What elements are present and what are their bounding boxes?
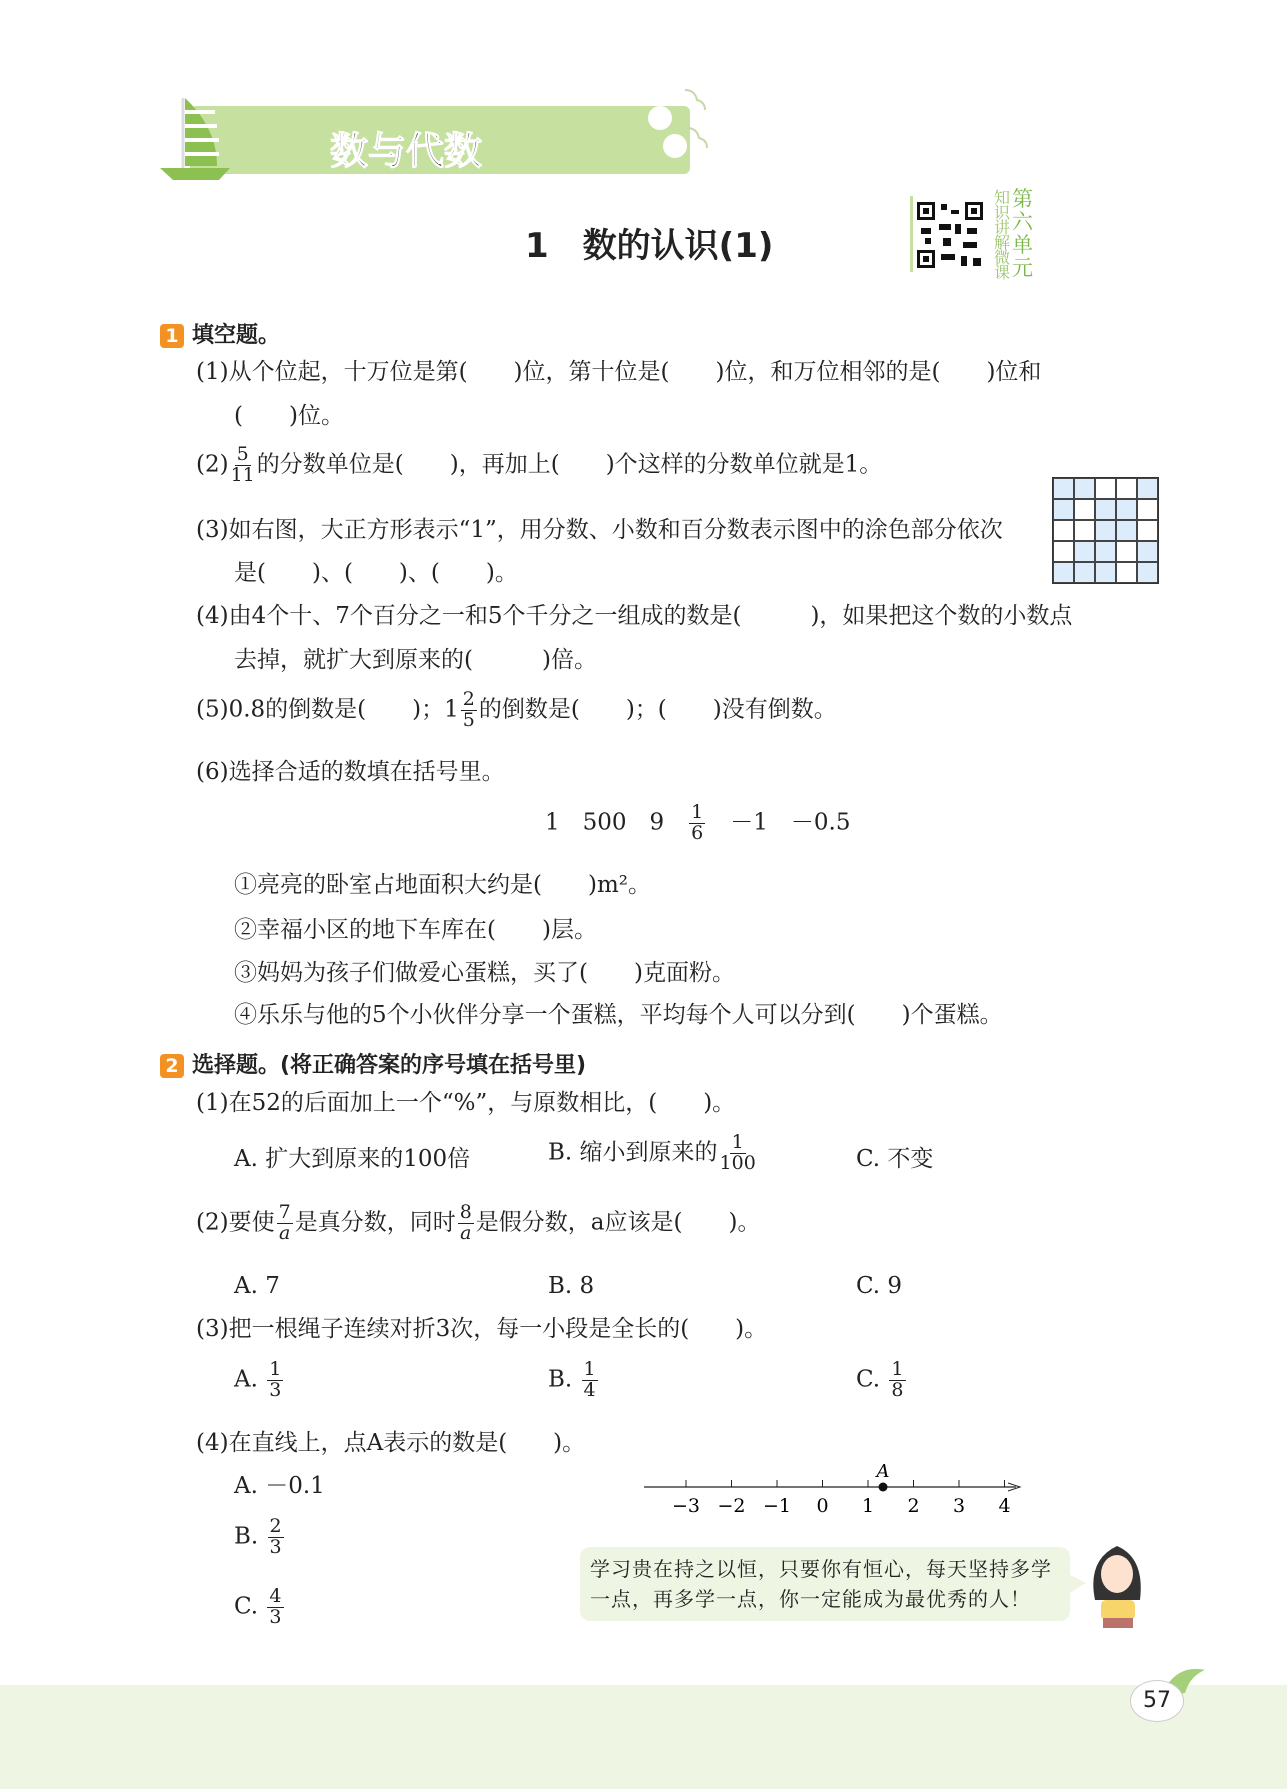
option-2-2-a: A. 7: [234, 1273, 280, 1299]
girl-illustration-icon: [1085, 1540, 1150, 1630]
grid-cell: [1053, 541, 1074, 562]
grid-cell: [1074, 478, 1095, 499]
question-1-6-3: ③妈妈为孩子们做爱心蛋糕，买了( )克面粉。: [234, 960, 735, 986]
question-1-2: (2) $\frac{5}{11}$ 的分数单位是( )，再加上( )个这样的分数单位就是1。: [196, 443, 883, 486]
grid-cell: [1095, 541, 1116, 562]
option-2-4-a: A. －0.1: [234, 1473, 325, 1499]
hundred-grid-figure: [1052, 477, 1159, 584]
grid-cell: [1137, 499, 1158, 520]
option-2-1-c: C. 不变: [856, 1146, 934, 1172]
option-2-1-b: B. 缩小到原来的 $\frac{1}{100}$: [548, 1131, 756, 1174]
grid-cell: [1137, 520, 1158, 541]
option-2-2-b: B. 8: [548, 1273, 595, 1299]
qr-code-icon[interactable]: [915, 200, 985, 270]
grid-cell: [1053, 499, 1074, 520]
tip-line-2: 一点，再多学一点，你一定能成为最优秀的人！: [590, 1587, 1031, 1611]
grid-cell: [1116, 541, 1137, 562]
grid-cell: [1137, 562, 1158, 583]
page-number: 57: [1130, 1680, 1184, 1722]
option-2-3-a: A. $\frac{1}{3}$: [234, 1358, 282, 1401]
question-1-1: (1)从个位起，十万位是第( )位，第十位是( )位，和万位相邻的是( )位和: [196, 359, 1042, 385]
section-2-header: [160, 1048, 586, 1079]
question-2-4: (4)在直线上，点A表示的数是( )。: [196, 1430, 586, 1456]
grid-cell: [1095, 499, 1116, 520]
option-2-2-c: C. 9: [856, 1273, 903, 1299]
tick-label: −2: [717, 1495, 746, 1517]
number-line: [636, 1455, 1026, 1525]
qr-label-right: 第六单元: [1012, 187, 1033, 280]
grid-cell: [1074, 499, 1095, 520]
tick-label: 2: [907, 1495, 920, 1517]
point-a: [879, 1483, 888, 1492]
grid-cell: [1116, 520, 1137, 541]
question-1-6-1: ①亮亮的卧室占地面积大约是( )m²。: [234, 872, 651, 898]
unit-banner-title: 数与代数: [330, 129, 483, 173]
grid-cell: [1074, 562, 1095, 583]
section-2-title: 选择题。(将正确答案的序号填在括号里): [192, 1053, 587, 1078]
tip-bubble: [580, 1547, 1070, 1621]
grid-cell: [1053, 478, 1074, 499]
option-2-3-b: B. $\frac{1}{4}$: [548, 1358, 596, 1401]
tip-line-1: 学习贵在持之以恒，只要你有恒心，每天坚持多学: [590, 1557, 1052, 1581]
question-1-5: (5)0.8的倒数是( )；1 $\frac{2}{5}$ 的倒数是( )；( )没有倒数。: [196, 688, 837, 731]
tick-label: 1: [861, 1495, 875, 1517]
number-choices: 1 500 9 $\frac{1}{6}$ －1 －0.5: [545, 801, 851, 844]
question-2-2: (2)要使 $\frac{7}{a}$ 是真分数，同时 $\frac{8}{a}$ 是假分数，a应该是( )。: [196, 1201, 761, 1244]
section-1-badge: 1: [160, 324, 184, 348]
question-2-3: (3)把一根绳子连续对折3次，每一小段是全长的( )。: [196, 1316, 768, 1342]
grid-cell: [1074, 541, 1095, 562]
grid-cell: [1116, 562, 1137, 583]
point-a-label: A: [876, 1461, 890, 1482]
section-1-title: 填空题。: [192, 323, 281, 348]
question-1-3: (3)如右图，大正方形表示“1”，用分数、小数和百分数表示图中的涂色部分依次: [196, 517, 1003, 543]
grid-cell: [1095, 562, 1116, 583]
tick-label: −1: [762, 1495, 792, 1517]
question-2-1: (1)在52的后面加上一个“%”，与原数相比，( )。: [196, 1090, 736, 1116]
lesson-title: 1 数的认识(1): [525, 226, 774, 266]
option-2-4-c: C. $\frac{4}{3}$: [234, 1585, 282, 1628]
grid-cell: [1095, 478, 1116, 499]
grid-cell: [1137, 478, 1158, 499]
question-1-6-2: ②幸福小区的地下车库在( )层。: [234, 917, 597, 943]
question-1-1-cont: ( )位。: [234, 403, 344, 429]
grid-cell: [1053, 562, 1074, 583]
grid-cell: [1137, 541, 1158, 562]
question-1-6: (6)选择合适的数填在括号里。: [196, 759, 505, 785]
grid-cell: [1116, 499, 1137, 520]
section-2-badge: 2: [160, 1054, 184, 1078]
question-1-3-cont: 是( )、( )、( )。: [234, 560, 518, 586]
question-1-6-4: ④乐乐与他的5个小伙伴分享一个蛋糕，平均每个人可以分到( )个蛋糕。: [234, 1002, 1003, 1028]
option-2-1-a: A. 扩大到原来的100倍: [234, 1146, 471, 1172]
qr-label-left: 知识讲解微课: [994, 188, 1011, 282]
option-2-4-b: B. $\frac{2}{3}$: [234, 1515, 282, 1558]
question-1-4: (4)由4个十、7个百分之一和5个千分之一组成的数是( )，如果把这个数的小数点: [196, 603, 1073, 629]
bubble-tail: [1070, 1575, 1086, 1595]
tick-label: 4: [998, 1495, 1011, 1517]
tick-label: −3: [671, 1495, 701, 1517]
tick-label: 3: [952, 1495, 966, 1517]
grid-cell: [1053, 520, 1074, 541]
question-1-4-cont: 去掉，就扩大到原来的( )倍。: [234, 647, 597, 673]
grid-cell: [1095, 520, 1116, 541]
grid-cell: [1116, 478, 1137, 499]
footer-band: [0, 1685, 1287, 1789]
section-1-header: [160, 318, 280, 349]
option-2-3-c: C. $\frac{1}{8}$: [856, 1358, 904, 1401]
tick-label: 0: [816, 1495, 829, 1517]
grid-cell: [1074, 520, 1095, 541]
